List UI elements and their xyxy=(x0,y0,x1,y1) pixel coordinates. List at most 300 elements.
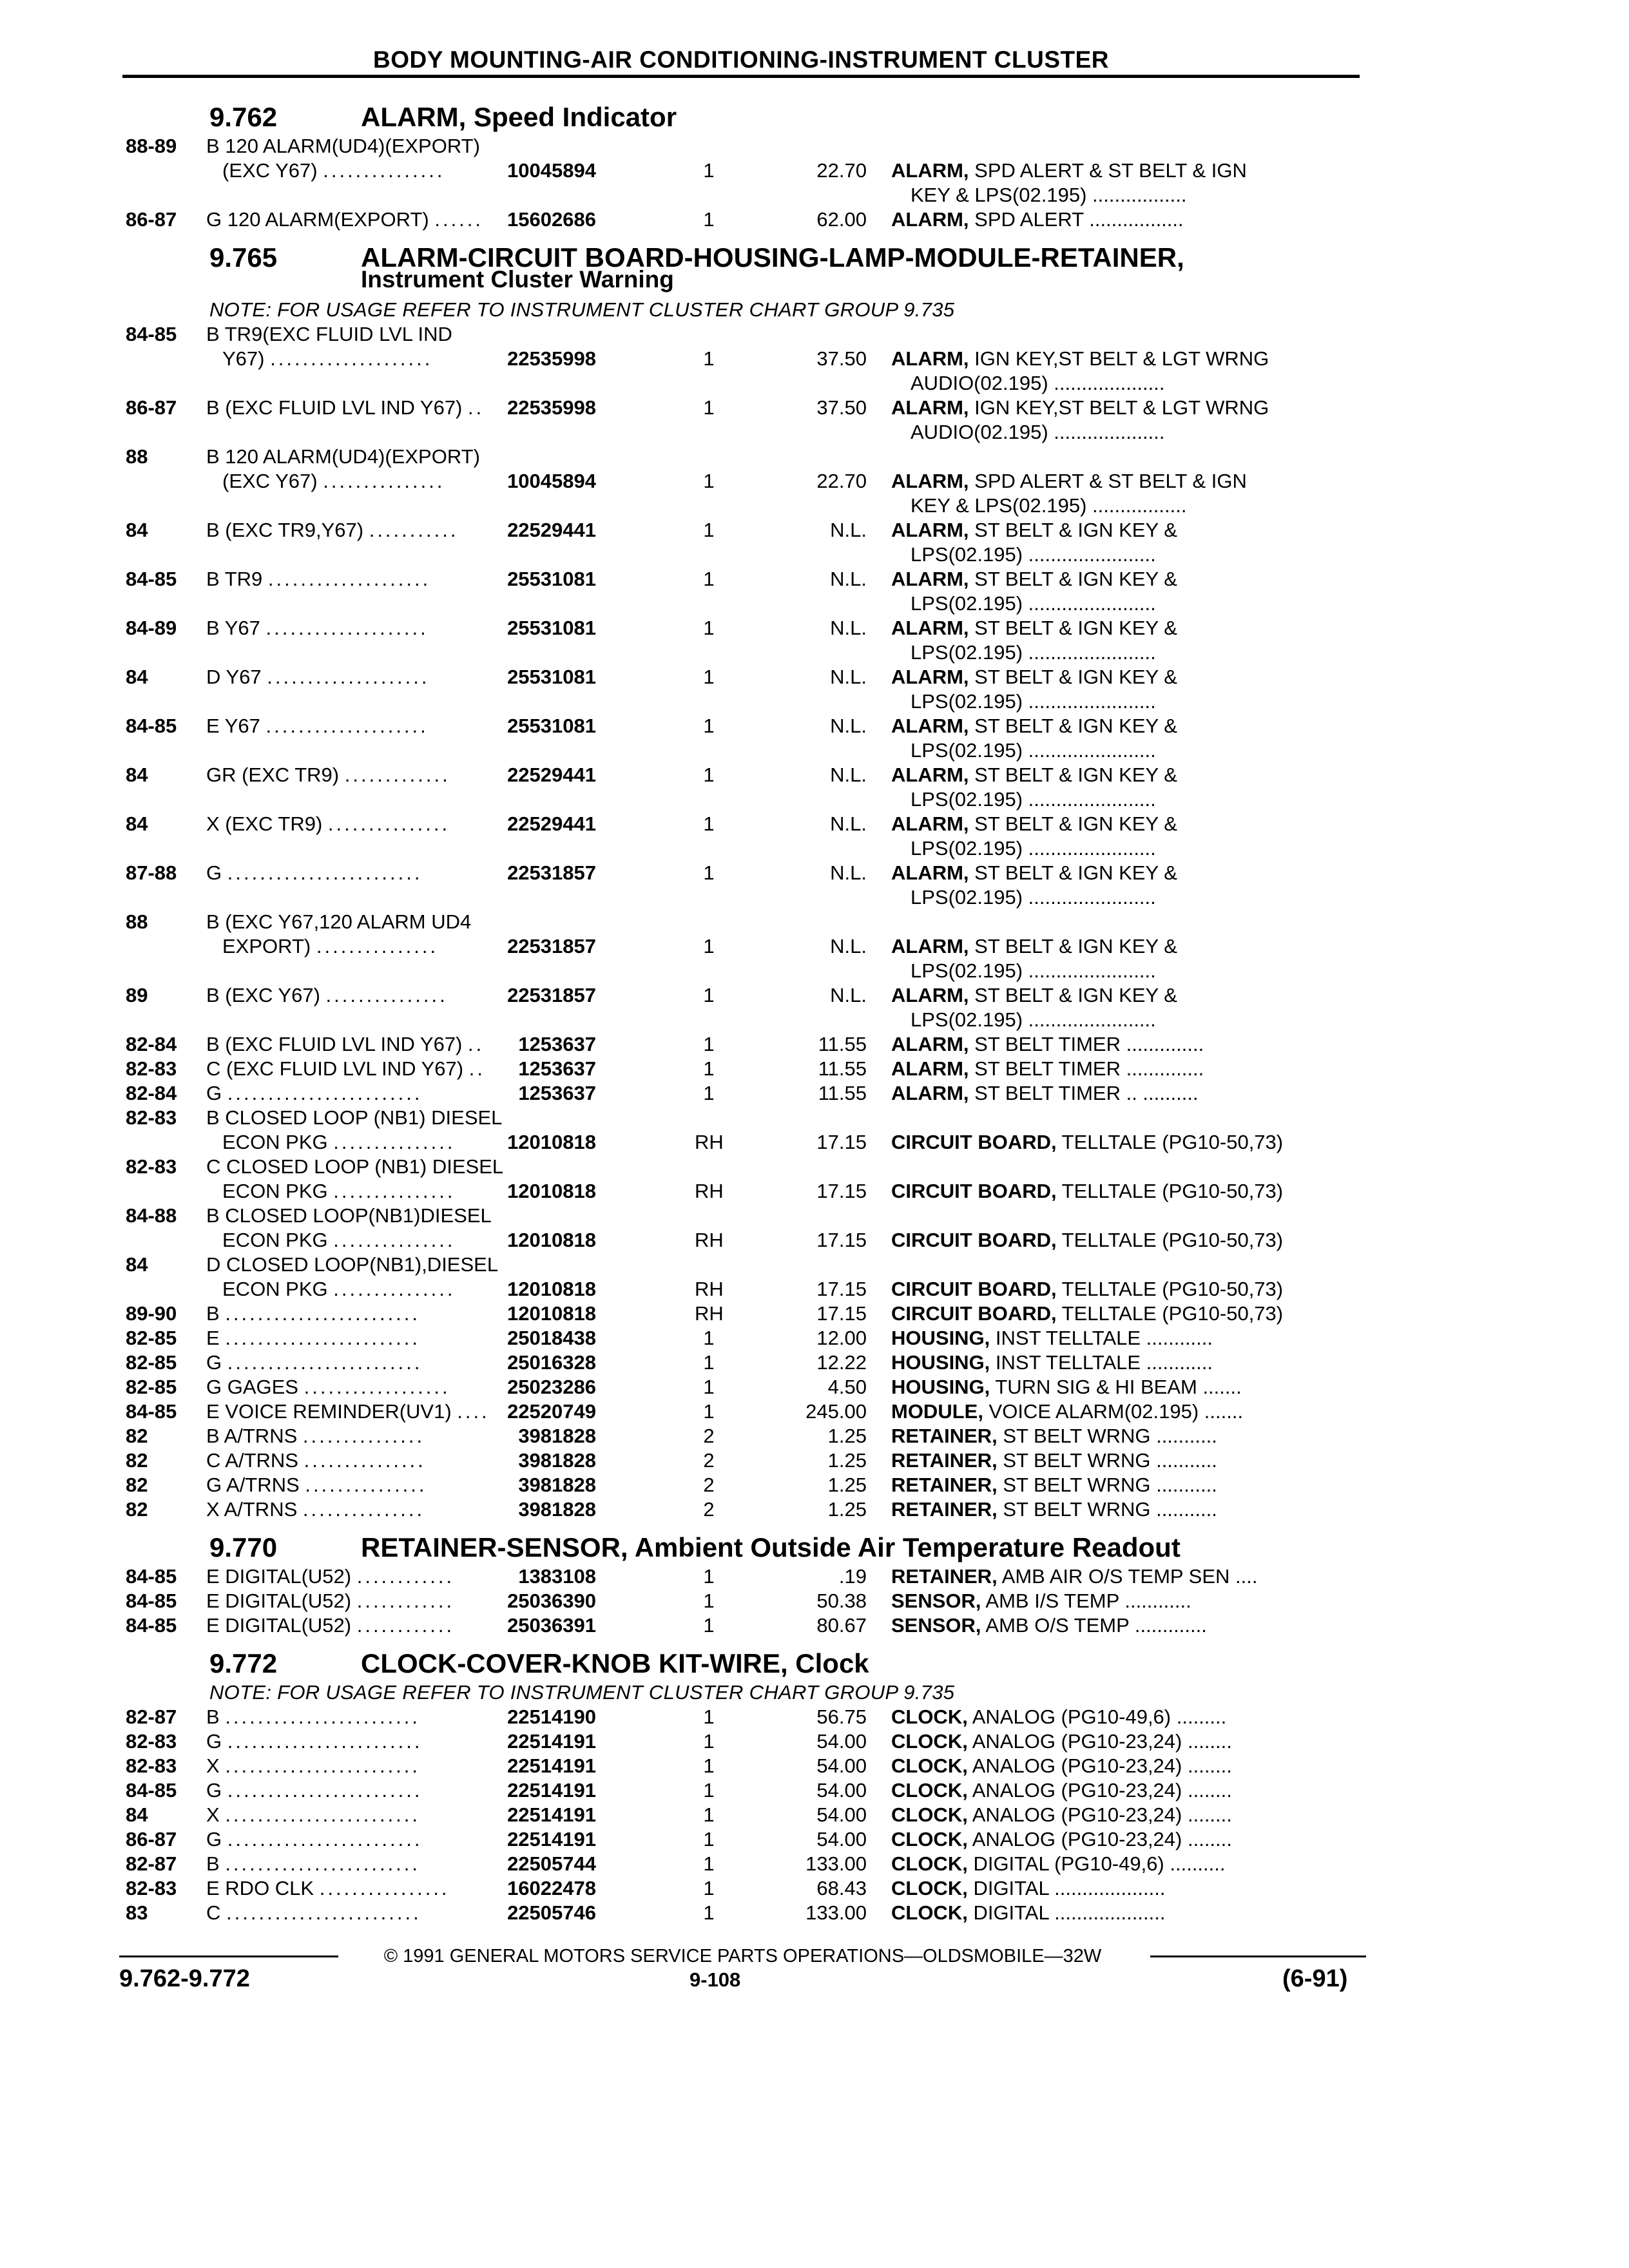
leader-dots: ........................ xyxy=(225,1302,421,1325)
part-detail: VOICE ALARM(02.195) ....... xyxy=(983,1400,1244,1423)
part-number: 22531857 xyxy=(507,935,596,957)
part-detail: IGN KEY,ST BELT & LGT WRNG xyxy=(969,396,1269,419)
part-description xyxy=(891,1179,1283,1204)
table-row xyxy=(126,1350,1369,1375)
quantity: 1 xyxy=(703,1057,715,1080)
price: 54.00 xyxy=(816,1730,867,1753)
application-desc xyxy=(206,1901,421,1925)
table-row xyxy=(126,1277,1369,1302)
table-row xyxy=(126,1589,1369,1613)
price: 1.25 xyxy=(827,1449,867,1472)
leader-dots: ............... xyxy=(323,470,445,492)
part-number: 16022478 xyxy=(507,1877,596,1899)
leader-dots: ........... xyxy=(369,519,459,541)
application-text: B Y67 xyxy=(206,617,260,639)
part-number: 22514191 xyxy=(507,1779,596,1802)
model-years: 87-88 xyxy=(126,861,177,884)
table-row xyxy=(126,1448,1369,1473)
application-text: B xyxy=(206,1302,220,1325)
part-number: 22529441 xyxy=(507,764,596,786)
part-description-cont: AUDIO(02.195) .................... xyxy=(911,421,1165,443)
application-text: G xyxy=(206,1082,222,1104)
application-text: ECON PKG xyxy=(222,1278,328,1300)
leader-dots: .... xyxy=(457,1400,490,1423)
quantity: 1 xyxy=(703,666,715,688)
model-years: 84-85 xyxy=(126,568,177,590)
part-number: 3981828 xyxy=(518,1449,596,1472)
leader-dots: ............ xyxy=(356,1590,455,1612)
quantity: 1 xyxy=(703,1877,715,1899)
part-number: 22514191 xyxy=(507,1803,596,1826)
part-name: ALARM, xyxy=(891,1082,969,1104)
table-row xyxy=(126,1705,1369,1729)
part-description-cont: LPS(02.195) ....................... xyxy=(911,543,1156,566)
application-desc xyxy=(222,1130,455,1155)
part-description xyxy=(891,1564,1257,1589)
application-text: X (EXC TR9) xyxy=(206,812,323,835)
table-row xyxy=(126,1876,1369,1901)
model-years: 89 xyxy=(126,984,148,1006)
quantity: RH xyxy=(695,1302,724,1325)
part-description xyxy=(891,1852,1226,1876)
application-desc xyxy=(222,159,445,183)
application-text: GR (EXC TR9) xyxy=(206,764,340,786)
price: 133.00 xyxy=(805,1901,867,1924)
part-name: CIRCUIT BOARD, xyxy=(891,1131,1057,1153)
part-description xyxy=(891,518,1177,543)
part-description xyxy=(891,616,1177,640)
price: 17.15 xyxy=(816,1229,867,1251)
leader-dots: ........................ xyxy=(225,1706,421,1728)
leader-dots: ............... xyxy=(302,1425,425,1447)
part-description xyxy=(891,207,1184,232)
application-desc xyxy=(206,1613,454,1638)
part-detail: ST BELT TIMER .. .......... xyxy=(969,1082,1199,1104)
part-name: RETAINER, xyxy=(891,1565,998,1588)
price: 17.15 xyxy=(816,1302,867,1325)
table-row xyxy=(126,812,1369,861)
leader-dots: .................... xyxy=(267,666,430,688)
application-desc xyxy=(206,1564,454,1589)
part-description xyxy=(891,861,1177,885)
catalog-section xyxy=(126,241,1369,1522)
part-description xyxy=(891,396,1269,420)
part-detail: DIGITAL .................... xyxy=(967,1901,1166,1924)
part-name: RETAINER, xyxy=(891,1474,998,1496)
price: 54.00 xyxy=(816,1754,867,1777)
price: N.L. xyxy=(830,568,867,590)
part-description xyxy=(891,934,1177,959)
leader-dots: ........................ xyxy=(227,861,423,884)
part-name: CLOCK, xyxy=(891,1901,968,1924)
application-text: G A/TRNS xyxy=(206,1474,300,1496)
leader-dots: ........................ xyxy=(227,1082,423,1104)
model-years: 82 xyxy=(126,1449,148,1472)
quantity: 1 xyxy=(703,1706,715,1728)
catalog-section xyxy=(126,101,1369,232)
part-description-cont: LPS(02.195) ....................... xyxy=(911,592,1156,615)
part-detail: ST BELT WRNG ........... xyxy=(997,1474,1217,1496)
quantity: 1 xyxy=(703,1754,715,1777)
price: 245.00 xyxy=(805,1400,867,1423)
table-row xyxy=(126,1424,1369,1448)
part-description xyxy=(891,1057,1204,1081)
usage-note: NOTE: FOR USAGE REFER TO INSTRUMENT CLUSTER CHART GROUP 9.735 xyxy=(209,298,955,321)
table-row xyxy=(126,1302,1369,1326)
application-desc xyxy=(206,1705,420,1729)
leader-dots: ................ xyxy=(319,1877,450,1899)
table-row xyxy=(126,1204,1369,1228)
part-detail: TURN SIG & HI BEAM ....... xyxy=(990,1376,1242,1398)
model-years: 82-83 xyxy=(126,1730,177,1753)
application-desc xyxy=(206,1106,502,1130)
leader-dots: ........................ xyxy=(227,1828,423,1850)
part-description xyxy=(891,1778,1232,1803)
application-text: C CLOSED LOOP (NB1) DIESEL xyxy=(206,1155,504,1178)
usage-note: NOTE: FOR USAGE REFER TO INSTRUMENT CLUSTER CHART GROUP 9.735 xyxy=(209,1681,955,1704)
application-text: X xyxy=(206,1754,220,1777)
application-text: B CLOSED LOOP(NB1)DIESEL xyxy=(206,1204,492,1227)
price: 37.50 xyxy=(816,347,867,370)
leader-dots: .................... xyxy=(267,568,431,590)
part-detail: ST BELT WRNG ........... xyxy=(997,1449,1217,1472)
part-name: CIRCUIT BOARD, xyxy=(891,1278,1057,1300)
part-name: ALARM, xyxy=(891,935,969,957)
part-number: 22505744 xyxy=(507,1852,596,1875)
application-desc xyxy=(206,1375,450,1399)
part-number: 22529441 xyxy=(507,812,596,835)
model-years: 84 xyxy=(126,519,148,541)
model-years: 82-83 xyxy=(126,1155,177,1178)
model-years: 84-85 xyxy=(126,715,177,737)
application-text: G xyxy=(206,1730,222,1753)
application-desc xyxy=(206,616,429,640)
part-description xyxy=(891,1326,1213,1350)
part-name: CLOCK, xyxy=(891,1852,968,1875)
price: N.L. xyxy=(830,764,867,786)
model-years: 86-87 xyxy=(126,208,177,231)
leader-dots: ............... xyxy=(325,984,448,1006)
part-description-cont: KEY & LPS(02.195) ................. xyxy=(911,494,1187,517)
table-row xyxy=(126,518,1369,567)
price: N.L. xyxy=(830,617,867,639)
part-name: ALARM, xyxy=(891,812,969,835)
application-desc xyxy=(222,934,438,959)
part-description-cont: AUDIO(02.195) .................... xyxy=(911,372,1165,394)
application-desc xyxy=(206,1803,420,1827)
part-name: CIRCUIT BOARD, xyxy=(891,1180,1057,1202)
application-desc xyxy=(206,1754,420,1778)
application-desc xyxy=(206,861,422,885)
application-desc xyxy=(206,910,471,934)
model-years: 82-83 xyxy=(126,1057,177,1080)
part-detail: ST BELT WRNG ........... xyxy=(997,1425,1217,1447)
quantity: 1 xyxy=(703,1803,715,1826)
application-text: B 120 ALARM(UD4)(EXPORT) xyxy=(206,445,480,468)
table-row xyxy=(126,616,1369,665)
leader-dots: ........................ xyxy=(225,1327,421,1349)
catalog-section xyxy=(126,1647,1369,1925)
part-number: 22529441 xyxy=(507,519,596,541)
quantity: RH xyxy=(695,1180,724,1202)
table-row xyxy=(126,347,1369,396)
price: N.L. xyxy=(830,935,867,957)
application-desc xyxy=(206,1729,422,1754)
part-detail: INST TELLTALE ............ xyxy=(990,1351,1213,1374)
application-desc xyxy=(206,1057,485,1081)
model-years: 84-85 xyxy=(126,1614,177,1637)
table-row xyxy=(126,1473,1369,1497)
leader-dots: ............. xyxy=(344,764,450,786)
quantity: 1 xyxy=(703,1730,715,1753)
part-detail: TELLTALE (PG10-50,73) xyxy=(1056,1180,1284,1202)
part-number: 22514190 xyxy=(507,1706,596,1728)
application-desc xyxy=(206,1876,450,1901)
application-text: B (EXC FLUID LVL IND Y67) xyxy=(206,1033,463,1055)
application-desc xyxy=(206,396,484,420)
price: 62.00 xyxy=(816,208,867,231)
leader-dots: ............... xyxy=(333,1180,456,1202)
part-description xyxy=(891,1277,1283,1302)
part-detail: AMB O/S TEMP ............. xyxy=(981,1614,1207,1637)
part-detail: ANALOG (PG10-23,24) ........ xyxy=(967,1828,1232,1850)
leader-dots: ........................ xyxy=(227,1779,423,1802)
price: 1.25 xyxy=(827,1498,867,1521)
leader-dots: ............ xyxy=(356,1614,455,1637)
table-row xyxy=(126,1729,1369,1754)
part-description-cont: LPS(02.195) ....................... xyxy=(911,690,1156,713)
table-row xyxy=(126,1106,1369,1130)
leader-dots: ............... xyxy=(323,159,445,182)
application-desc xyxy=(206,1155,503,1179)
quantity: 1 xyxy=(703,764,715,786)
quantity: 1 xyxy=(703,159,715,182)
model-years: 84-85 xyxy=(126,1565,177,1588)
part-number: 22531857 xyxy=(507,984,596,1006)
part-detail: SPD ALERT & ST BELT & IGN xyxy=(969,470,1247,492)
application-desc xyxy=(206,207,483,232)
application-desc xyxy=(222,1228,455,1253)
price: 17.15 xyxy=(816,1278,867,1300)
part-detail: ST BELT & IGN KEY & xyxy=(969,861,1177,884)
quantity: 2 xyxy=(703,1449,715,1472)
table-row xyxy=(126,1852,1369,1876)
part-name: ALARM, xyxy=(891,519,969,541)
price: N.L. xyxy=(830,812,867,835)
part-description xyxy=(891,567,1177,591)
section-number: 9.772 xyxy=(209,1648,278,1678)
part-number: 12010818 xyxy=(507,1180,596,1202)
application-text: B TR9(EXC FLUID LVL IND xyxy=(206,323,452,345)
leader-dots: .. xyxy=(468,396,485,419)
application-desc xyxy=(206,134,480,159)
application-desc xyxy=(222,1179,455,1204)
leader-dots: ........................ xyxy=(226,1901,421,1924)
leader-dots: ............... xyxy=(302,1498,425,1521)
page-header xyxy=(122,46,1360,78)
part-number: 25531081 xyxy=(507,617,596,639)
model-years: 89-90 xyxy=(126,1302,177,1325)
price: 11.55 xyxy=(818,1082,867,1104)
application-desc xyxy=(222,469,445,494)
part-number: 12010818 xyxy=(507,1131,596,1153)
part-number: 1383108 xyxy=(518,1565,596,1588)
model-years: 82-87 xyxy=(126,1852,177,1875)
part-description xyxy=(891,665,1177,689)
application-desc xyxy=(206,518,458,543)
part-description xyxy=(891,1350,1213,1375)
price: 80.67 xyxy=(816,1614,867,1637)
part-detail: ANALOG (PG10-23,24) ........ xyxy=(967,1730,1232,1753)
part-number: 25036391 xyxy=(507,1614,596,1637)
price: 68.43 xyxy=(816,1877,867,1899)
application-text: Y67) xyxy=(222,347,265,370)
model-years: 82 xyxy=(126,1498,148,1521)
table-row xyxy=(126,1032,1369,1057)
model-years: 82-87 xyxy=(126,1706,177,1728)
section-heading xyxy=(126,1647,1369,1680)
application-text: (EXC Y67) xyxy=(222,159,318,182)
table-row xyxy=(126,445,1369,469)
leader-dots: ............... xyxy=(316,935,439,957)
application-text: C xyxy=(206,1901,221,1924)
part-detail: ANALOG (PG10-23,24) ........ xyxy=(967,1754,1232,1777)
model-years: 82-84 xyxy=(126,1082,177,1104)
price: 22.70 xyxy=(816,159,867,182)
leader-dots: ............... xyxy=(333,1278,456,1300)
part-name: ALARM, xyxy=(891,208,969,231)
application-desc xyxy=(206,714,429,738)
leader-dots: ........................ xyxy=(225,1852,421,1875)
part-detail: ANALOG (PG10-49,6) ......... xyxy=(967,1706,1227,1728)
price: N.L. xyxy=(830,984,867,1006)
part-description xyxy=(891,1399,1243,1424)
table-row xyxy=(126,1179,1369,1204)
quantity: 1 xyxy=(703,861,715,884)
part-description xyxy=(891,347,1269,371)
application-text: E xyxy=(206,1327,220,1349)
catalog-section xyxy=(126,1531,1369,1638)
part-detail: ST BELT & IGN KEY & xyxy=(969,764,1177,786)
table-row xyxy=(126,665,1369,714)
price: 1.25 xyxy=(827,1474,867,1496)
application-text: G xyxy=(206,1828,222,1850)
part-detail: ST BELT & IGN KEY & xyxy=(969,715,1177,737)
leader-dots: ............... xyxy=(333,1229,456,1251)
application-text: ECON PKG xyxy=(222,1131,328,1153)
part-number: 12010818 xyxy=(507,1302,596,1325)
application-text: (EXC Y67) xyxy=(222,470,318,492)
model-years: 88-89 xyxy=(126,135,177,157)
footer-copyright: © 1991 GENERAL MOTORS SERVICE PARTS OPERATIONS—OLDSMOBILE—32W xyxy=(383,1946,1102,1966)
application-desc xyxy=(206,1852,420,1876)
part-name: RETAINER, xyxy=(891,1425,998,1447)
quantity: 1 xyxy=(703,984,715,1006)
model-years: 84 xyxy=(126,1803,148,1826)
price: 12.00 xyxy=(816,1327,867,1349)
part-description xyxy=(891,1613,1207,1638)
application-desc xyxy=(206,445,480,469)
application-desc xyxy=(206,1497,425,1522)
quantity: 1 xyxy=(703,715,715,737)
quantity: 1 xyxy=(703,396,715,419)
part-number: 25016328 xyxy=(507,1351,596,1374)
application-text: ECON PKG xyxy=(222,1229,328,1251)
part-description xyxy=(891,1448,1217,1473)
table-row xyxy=(126,1326,1369,1350)
application-desc xyxy=(206,1473,427,1497)
application-text: B (EXC TR9,Y67) xyxy=(206,519,364,541)
part-number: 22535998 xyxy=(507,396,596,419)
table-row xyxy=(126,134,1369,159)
part-name: ALARM, xyxy=(891,1033,969,1055)
quantity: 1 xyxy=(703,208,715,231)
section-subtitle: Instrument Cluster Warning xyxy=(361,266,674,293)
part-detail: TELLTALE (PG10-50,73) xyxy=(1056,1131,1284,1153)
quantity: 1 xyxy=(703,617,715,639)
part-description xyxy=(891,1901,1165,1925)
quantity: 1 xyxy=(703,568,715,590)
leader-dots: .. xyxy=(468,1033,485,1055)
table-row xyxy=(126,1253,1369,1277)
quantity: 1 xyxy=(703,1376,715,1398)
part-detail: TELLTALE (PG10-50,73) xyxy=(1056,1229,1284,1251)
part-detail: AMB AIR O/S TEMP SEN .... xyxy=(997,1565,1258,1588)
part-detail: ANALOG (PG10-23,24) ........ xyxy=(967,1803,1232,1826)
application-text: D CLOSED LOOP(NB1),DIESEL xyxy=(206,1253,499,1276)
part-detail: ST BELT TIMER .............. xyxy=(969,1033,1204,1055)
price: 17.15 xyxy=(816,1131,867,1153)
table-row xyxy=(126,1057,1369,1081)
part-number: 22520749 xyxy=(507,1400,596,1423)
quantity: 1 xyxy=(703,812,715,835)
footer-page-number: 9-108 xyxy=(689,1968,741,1991)
application-desc xyxy=(206,1778,422,1803)
part-number: 22535998 xyxy=(507,347,596,370)
table-row xyxy=(126,1754,1369,1778)
quantity: 1 xyxy=(703,1779,715,1802)
table-row xyxy=(126,207,1369,232)
price: N.L. xyxy=(830,666,867,688)
application-desc xyxy=(206,1589,454,1613)
price: 54.00 xyxy=(816,1779,867,1802)
part-description xyxy=(891,1705,1226,1729)
quantity: 1 xyxy=(703,519,715,541)
part-name: SENSOR, xyxy=(891,1614,981,1637)
part-description xyxy=(891,469,1247,494)
part-detail: ST BELT TIMER .............. xyxy=(969,1057,1204,1080)
application-desc xyxy=(206,1350,422,1375)
part-description xyxy=(891,1228,1283,1253)
part-name: SENSOR, xyxy=(891,1590,981,1612)
part-name: ALARM, xyxy=(891,666,969,688)
section-number: 9.762 xyxy=(209,102,278,132)
model-years: 84-85 xyxy=(126,1590,177,1612)
leader-dots: .................... xyxy=(265,617,429,639)
part-number: 25023286 xyxy=(507,1376,596,1398)
table-row xyxy=(126,1901,1369,1925)
part-number: 3981828 xyxy=(518,1474,596,1496)
part-name: ALARM, xyxy=(891,861,969,884)
table-row xyxy=(126,1155,1369,1179)
part-name: HOUSING, xyxy=(891,1376,990,1398)
part-name: CLOCK, xyxy=(891,1779,968,1802)
table-row xyxy=(126,1778,1369,1803)
part-detail: ST BELT & IGN KEY & xyxy=(969,812,1177,835)
application-text: B xyxy=(206,1706,220,1728)
part-detail: ST BELT & IGN KEY & xyxy=(969,984,1177,1006)
quantity: 1 xyxy=(703,1082,715,1104)
